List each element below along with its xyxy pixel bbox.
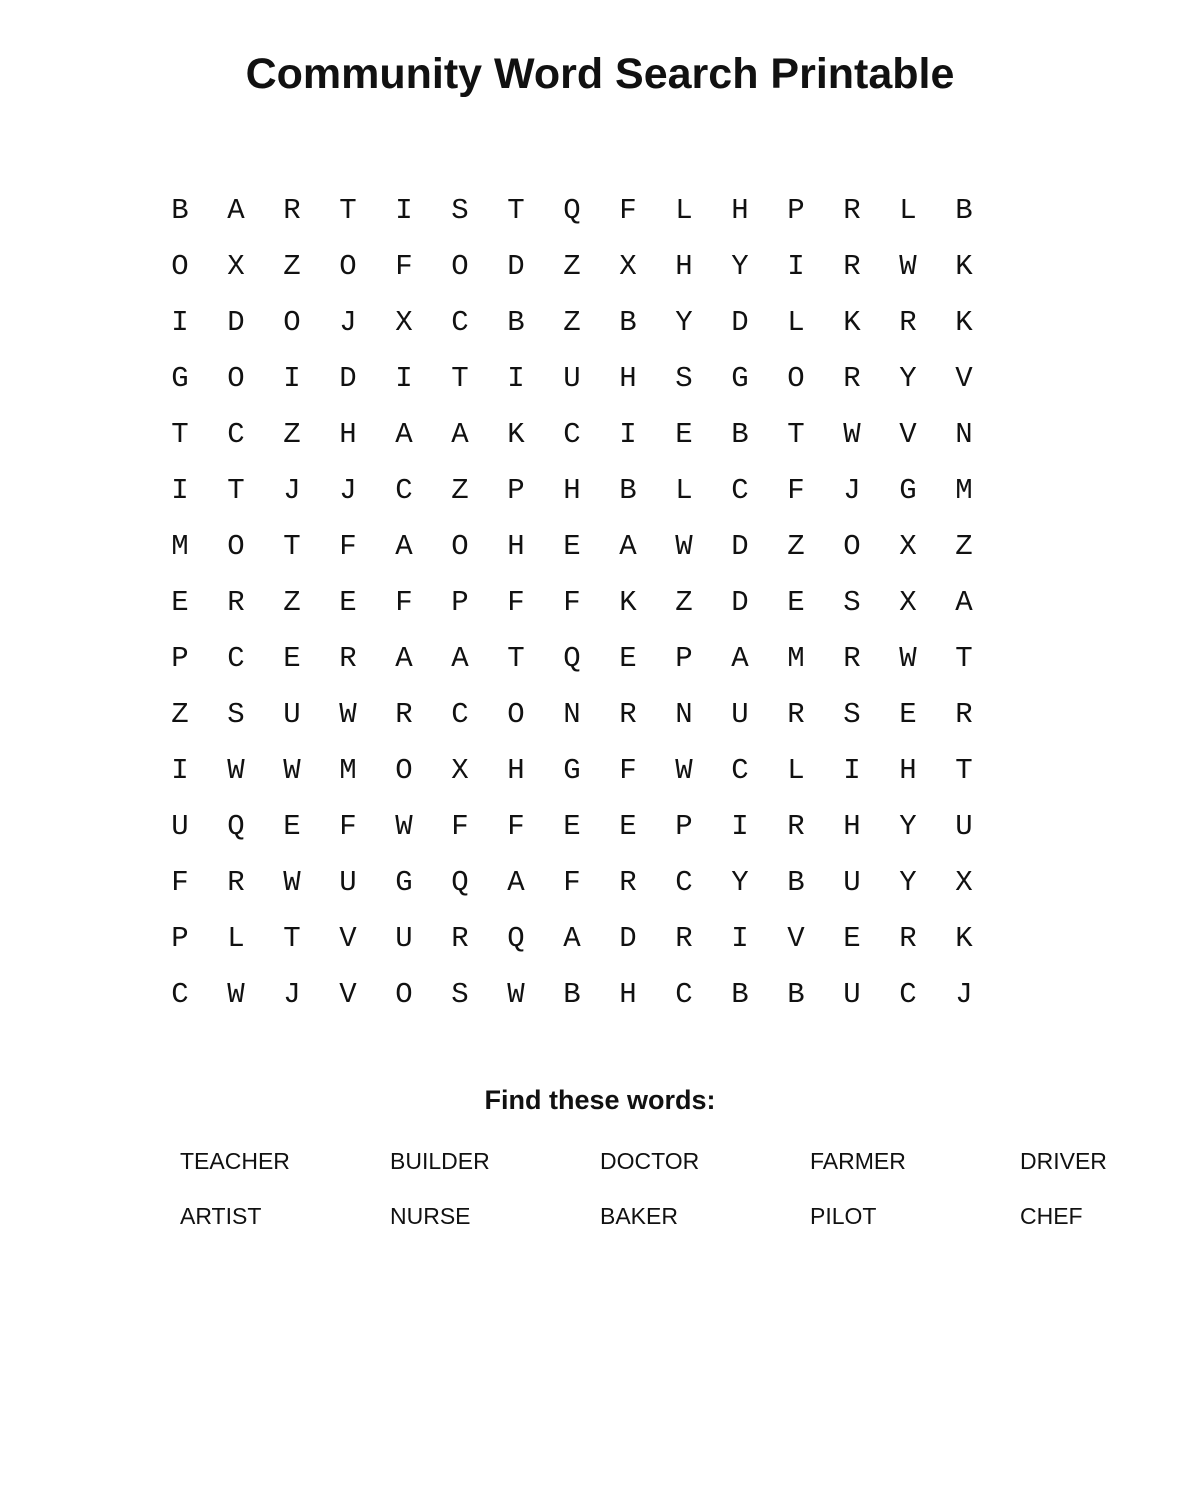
grid-letter: Y — [899, 362, 917, 395]
grid-letter: B — [731, 418, 749, 451]
grid-letter: Y — [675, 306, 693, 339]
grid-letter: F — [507, 586, 525, 619]
grid-letter: U — [395, 922, 413, 955]
grid-letter: X — [619, 250, 637, 283]
grid-letter: B — [619, 306, 637, 339]
grid-letter: A — [227, 194, 245, 227]
grid-letter: S — [227, 698, 245, 731]
grid-letter: I — [731, 922, 749, 955]
grid-letter: A — [395, 642, 413, 675]
grid-letter: R — [843, 642, 861, 675]
grid-letter: F — [619, 194, 637, 227]
grid-letter: I — [395, 362, 413, 395]
grid-letter: R — [899, 922, 917, 955]
grid-letter: L — [227, 922, 245, 955]
grid-letter: U — [283, 698, 301, 731]
grid-letter: W — [675, 530, 693, 563]
grid-letter: Z — [563, 250, 581, 283]
grid-letter: J — [283, 474, 301, 507]
grid-letter: V — [899, 418, 917, 451]
grid-row — [152, 239, 992, 295]
grid-letter: Y — [899, 866, 917, 899]
search-word: DRIVER — [1020, 1147, 1107, 1174]
grid-letter: L — [675, 474, 693, 507]
grid-row — [152, 687, 992, 743]
grid-letter: D — [507, 250, 525, 283]
grid-letter: A — [395, 530, 413, 563]
grid-letter: G — [171, 362, 189, 395]
grid-letter: M — [955, 474, 973, 507]
grid-letter: B — [619, 474, 637, 507]
letter-grid — [152, 183, 992, 1023]
grid-letter: Z — [283, 586, 301, 619]
grid-letter: I — [171, 474, 189, 507]
grid-letter: O — [507, 698, 525, 731]
search-word: FARMER — [810, 1147, 906, 1174]
grid-letter: R — [843, 194, 861, 227]
grid-letter: R — [787, 698, 805, 731]
grid-letter: B — [563, 978, 581, 1011]
word-list — [180, 1133, 1190, 1243]
grid-letter: R — [339, 642, 357, 675]
grid-letter: F — [563, 586, 581, 619]
search-word: CHEF — [1020, 1202, 1083, 1229]
grid-letter: J — [843, 474, 861, 507]
grid-letter: L — [675, 194, 693, 227]
grid-letter: X — [955, 866, 973, 899]
grid-letter: H — [675, 250, 693, 283]
grid-letter: T — [283, 530, 301, 563]
grid-letter: H — [619, 362, 637, 395]
grid-letter: Z — [283, 250, 301, 283]
grid-letter: F — [619, 754, 637, 787]
grid-letter: N — [563, 698, 581, 731]
grid-letter: O — [227, 530, 245, 563]
grid-letter: D — [619, 922, 637, 955]
grid-letter: K — [955, 922, 973, 955]
grid-letter: S — [675, 362, 693, 395]
grid-letter: E — [619, 810, 637, 843]
grid-letter: R — [955, 698, 973, 731]
grid-letter: C — [675, 866, 693, 899]
grid-letter: G — [563, 754, 581, 787]
grid-letter: M — [339, 754, 357, 787]
grid-letter: K — [619, 586, 637, 619]
grid-letter: A — [451, 418, 469, 451]
grid-letter: D — [731, 586, 749, 619]
grid-letter: C — [395, 474, 413, 507]
grid-letter: H — [339, 418, 357, 451]
grid-letter: I — [843, 754, 861, 787]
grid-letter: D — [227, 306, 245, 339]
grid-letter: R — [227, 866, 245, 899]
grid-letter: S — [843, 586, 861, 619]
grid-letter: A — [619, 530, 637, 563]
word-list-row — [180, 1133, 1190, 1188]
grid-letter: O — [451, 250, 469, 283]
grid-letter: T — [171, 418, 189, 451]
grid-letter: Y — [731, 866, 749, 899]
grid-letter: A — [731, 642, 749, 675]
grid-letter: B — [787, 978, 805, 1011]
grid-letter: H — [563, 474, 581, 507]
grid-letter: H — [507, 530, 525, 563]
grid-letter: T — [955, 642, 973, 675]
search-word: PILOT — [810, 1202, 877, 1229]
grid-letter: P — [507, 474, 525, 507]
grid-letter: R — [843, 362, 861, 395]
grid-row — [152, 463, 992, 519]
grid-letter: O — [395, 978, 413, 1011]
grid-letter: R — [843, 250, 861, 283]
grid-letter: S — [843, 698, 861, 731]
grid-letter: V — [339, 978, 357, 1011]
grid-letter: E — [619, 642, 637, 675]
grid-letter: U — [171, 810, 189, 843]
grid-letter: C — [675, 978, 693, 1011]
grid-letter: D — [339, 362, 357, 395]
grid-letter: I — [787, 250, 805, 283]
grid-letter: L — [787, 306, 805, 339]
grid-letter: L — [899, 194, 917, 227]
grid-letter: Z — [171, 698, 189, 731]
grid-letter: N — [955, 418, 973, 451]
grid-letter: T — [787, 418, 805, 451]
grid-letter: R — [227, 586, 245, 619]
grid-letter: T — [451, 362, 469, 395]
grid-letter: H — [507, 754, 525, 787]
grid-letter: F — [171, 866, 189, 899]
grid-letter: R — [899, 306, 917, 339]
grid-letter: X — [227, 250, 245, 283]
grid-letter: F — [339, 810, 357, 843]
grid-letter: G — [395, 866, 413, 899]
page-title: Community Word Search Printable — [245, 50, 955, 98]
grid-letter: Q — [507, 922, 525, 955]
grid-letter: W — [899, 250, 917, 283]
grid-letter: P — [171, 922, 189, 955]
grid-letter: O — [395, 754, 413, 787]
search-word: DOCTOR — [600, 1147, 700, 1174]
grid-letter: A — [395, 418, 413, 451]
grid-letter: K — [955, 306, 973, 339]
grid-letter: C — [451, 698, 469, 731]
grid-letter: K — [843, 306, 861, 339]
grid-row — [152, 407, 992, 463]
grid-letter: H — [843, 810, 861, 843]
grid-letter: M — [787, 642, 805, 675]
grid-letter: U — [843, 866, 861, 899]
grid-row — [152, 911, 992, 967]
grid-letter: V — [955, 362, 973, 395]
search-word: BUILDER — [390, 1147, 490, 1174]
grid-letter: I — [283, 362, 301, 395]
grid-letter: Y — [899, 810, 917, 843]
grid-letter: D — [731, 306, 749, 339]
grid-letter: O — [843, 530, 861, 563]
grid-letter: E — [787, 586, 805, 619]
grid-letter: P — [171, 642, 189, 675]
grid-row — [152, 295, 992, 351]
grid-row — [152, 183, 992, 239]
grid-letter: J — [339, 306, 357, 339]
grid-letter: J — [955, 978, 973, 1011]
grid-letter: T — [227, 474, 245, 507]
grid-row — [152, 743, 992, 799]
word-list-heading: Find these words: — [484, 1085, 716, 1115]
grid-letter: E — [283, 810, 301, 843]
grid-row — [152, 575, 992, 631]
grid-letter: Z — [675, 586, 693, 619]
grid-letter: X — [451, 754, 469, 787]
grid-letter: Z — [283, 418, 301, 451]
search-word: NURSE — [390, 1202, 471, 1229]
grid-letter: B — [787, 866, 805, 899]
grid-letter: F — [563, 866, 581, 899]
search-word: TEACHER — [180, 1147, 290, 1174]
grid-letter: X — [899, 586, 917, 619]
grid-letter: Q — [227, 810, 245, 843]
grid-letter: T — [507, 642, 525, 675]
grid-letter: R — [787, 810, 805, 843]
grid-letter: R — [451, 922, 469, 955]
grid-letter: A — [955, 586, 973, 619]
grid-letter: F — [339, 530, 357, 563]
grid-letter: N — [675, 698, 693, 731]
grid-letter: O — [227, 362, 245, 395]
grid-letter: L — [787, 754, 805, 787]
grid-letter: H — [899, 754, 917, 787]
grid-letter: U — [731, 698, 749, 731]
grid-letter: K — [507, 418, 525, 451]
grid-letter: S — [451, 194, 469, 227]
grid-letter: H — [731, 194, 749, 227]
grid-letter: R — [675, 922, 693, 955]
grid-letter: B — [507, 306, 525, 339]
grid-letter: G — [731, 362, 749, 395]
grid-letter: O — [339, 250, 357, 283]
grid-letter: S — [451, 978, 469, 1011]
grid-letter: W — [899, 642, 917, 675]
grid-letter: F — [507, 810, 525, 843]
grid-letter: B — [171, 194, 189, 227]
grid-row — [152, 519, 992, 575]
grid-letter: E — [675, 418, 693, 451]
grid-letter: C — [731, 474, 749, 507]
grid-letter: O — [787, 362, 805, 395]
grid-letter: C — [227, 418, 245, 451]
grid-letter: E — [339, 586, 357, 619]
grid-letter: J — [283, 978, 301, 1011]
grid-letter: Z — [955, 530, 973, 563]
grid-letter: A — [563, 922, 581, 955]
grid-letter: E — [563, 530, 581, 563]
grid-letter: Q — [451, 866, 469, 899]
grid-letter: A — [507, 866, 525, 899]
grid-letter: U — [843, 978, 861, 1011]
grid-letter: E — [563, 810, 581, 843]
grid-letter: Z — [787, 530, 805, 563]
grid-letter: W — [339, 698, 357, 731]
grid-letter: X — [395, 306, 413, 339]
grid-letter: R — [395, 698, 413, 731]
grid-letter: U — [563, 362, 581, 395]
grid-letter: C — [563, 418, 581, 451]
grid-letter: F — [395, 250, 413, 283]
grid-letter: T — [283, 922, 301, 955]
grid-letter: P — [675, 642, 693, 675]
grid-letter: Q — [563, 642, 581, 675]
grid-letter: D — [731, 530, 749, 563]
grid-letter: E — [283, 642, 301, 675]
grid-letter: T — [955, 754, 973, 787]
word-list-row — [180, 1188, 1190, 1243]
grid-letter: O — [451, 530, 469, 563]
grid-letter: J — [339, 474, 357, 507]
grid-letter: K — [955, 250, 973, 283]
grid-letter: G — [899, 474, 917, 507]
grid-letter: B — [731, 978, 749, 1011]
grid-letter: C — [227, 642, 245, 675]
grid-letter: I — [171, 306, 189, 339]
grid-letter: U — [955, 810, 973, 843]
grid-letter: C — [451, 306, 469, 339]
grid-letter: W — [675, 754, 693, 787]
grid-letter: C — [899, 978, 917, 1011]
grid-letter: I — [171, 754, 189, 787]
grid-letter: W — [283, 866, 301, 899]
grid-letter: R — [283, 194, 301, 227]
grid-row — [152, 967, 992, 1023]
grid-letter: X — [899, 530, 917, 563]
grid-letter: Q — [563, 194, 581, 227]
grid-letter: W — [507, 978, 525, 1011]
grid-letter: F — [451, 810, 469, 843]
grid-row — [152, 855, 992, 911]
grid-letter: T — [507, 194, 525, 227]
grid-row — [152, 351, 992, 407]
grid-letter: P — [451, 586, 469, 619]
grid-row — [152, 799, 992, 855]
grid-letter: T — [339, 194, 357, 227]
grid-letter: M — [171, 530, 189, 563]
grid-letter: O — [283, 306, 301, 339]
grid-letter: F — [787, 474, 805, 507]
grid-letter: O — [171, 250, 189, 283]
grid-letter: V — [339, 922, 357, 955]
grid-letter: W — [227, 754, 245, 787]
grid-letter: E — [899, 698, 917, 731]
grid-letter: A — [451, 642, 469, 675]
grid-letter: W — [283, 754, 301, 787]
grid-letter: E — [171, 586, 189, 619]
grid-letter: C — [171, 978, 189, 1011]
grid-letter: I — [731, 810, 749, 843]
grid-letter: H — [619, 978, 637, 1011]
grid-letter: I — [395, 194, 413, 227]
grid-row — [152, 631, 992, 687]
grid-letter: U — [339, 866, 357, 899]
grid-letter: I — [507, 362, 525, 395]
grid-letter: P — [787, 194, 805, 227]
grid-letter: B — [955, 194, 973, 227]
grid-letter: W — [843, 418, 861, 451]
grid-letter: V — [787, 922, 805, 955]
grid-letter: R — [619, 866, 637, 899]
grid-letter: F — [395, 586, 413, 619]
grid-letter: C — [731, 754, 749, 787]
grid-letter: R — [619, 698, 637, 731]
grid-letter: I — [619, 418, 637, 451]
search-word: ARTIST — [180, 1202, 262, 1229]
grid-letter: P — [675, 810, 693, 843]
grid-letter: W — [395, 810, 413, 843]
search-word: BAKER — [600, 1202, 678, 1229]
grid-letter: Y — [731, 250, 749, 283]
grid-letter: E — [843, 922, 861, 955]
grid-letter: Z — [563, 306, 581, 339]
grid-letter: W — [227, 978, 245, 1011]
grid-letter: Z — [451, 474, 469, 507]
